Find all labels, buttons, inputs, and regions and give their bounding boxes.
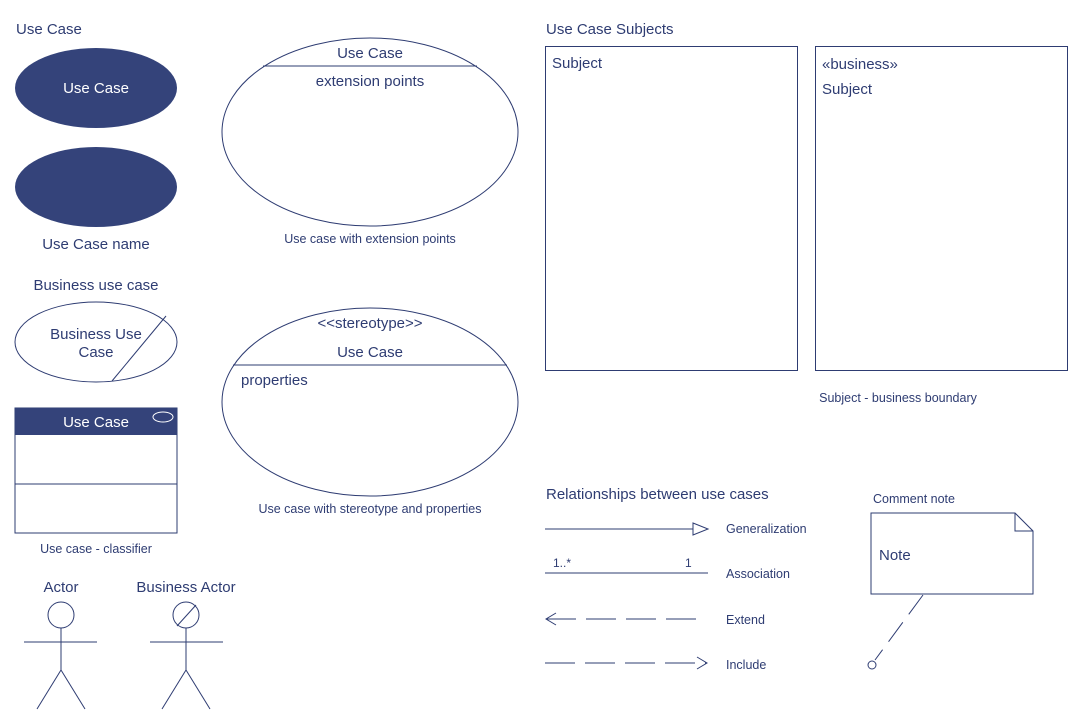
subject-boundary[interactable]: [545, 46, 798, 371]
properties-compartment: properties: [241, 372, 308, 389]
association-label: Association: [726, 567, 790, 581]
business-use-case-label: Business Use Case: [50, 326, 142, 361]
extend-arrow[interactable]: [546, 613, 700, 625]
stereotype-label: <<stereotype>>: [317, 315, 423, 332]
business-use-case-heading: Business use case: [33, 277, 159, 294]
extend-label: Extend: [726, 613, 765, 627]
extension-points-compartment: extension points: [315, 73, 425, 90]
association-start-multiplicity: 1..*: [553, 556, 572, 570]
use-case-name-label: Use Case name: [42, 236, 150, 253]
include-arrow[interactable]: [545, 657, 707, 669]
business-actor-label: Business Actor: [136, 579, 236, 596]
classifier-title: Use Case: [63, 414, 129, 431]
business-stereotype-label: «business»: [822, 56, 898, 73]
stereotype-use-case-title: Use Case: [337, 344, 403, 361]
use-case-heading: Use Case: [16, 21, 82, 38]
extension-use-case-title: Use Case: [337, 45, 403, 62]
generalization-arrow[interactable]: [545, 523, 708, 535]
generalization-label: Generalization: [726, 522, 807, 536]
extension-points-ellipse[interactable]: [222, 38, 518, 226]
comment-note-heading: Comment note: [873, 492, 955, 506]
comment-note-text: Note: [879, 547, 911, 564]
classifier-caption: Use case - classifier: [40, 542, 152, 556]
association-end-multiplicity: 1: [685, 556, 692, 570]
comment-anchor-line[interactable]: [868, 595, 923, 669]
business-subject-label: Subject: [822, 81, 873, 98]
use-case-name-ellipse[interactable]: [15, 147, 177, 227]
actor-figure[interactable]: [24, 602, 97, 709]
actor-label: Actor: [43, 579, 79, 596]
relationships-heading: Relationships between use cases: [546, 486, 769, 503]
use-case-filled-label: Use Case: [63, 80, 129, 97]
stereotype-properties-caption: Use case with stereotype and properties: [258, 502, 482, 516]
use-case-subjects-heading: Use Case Subjects: [546, 21, 674, 38]
stereotype-properties-ellipse[interactable]: [222, 308, 518, 496]
extension-points-caption: Use case with extension points: [284, 232, 456, 246]
business-actor-figure[interactable]: [150, 602, 223, 709]
business-boundary-caption: Subject - business boundary: [819, 391, 977, 405]
subject-label: Subject: [552, 55, 603, 72]
include-label: Include: [726, 658, 767, 672]
